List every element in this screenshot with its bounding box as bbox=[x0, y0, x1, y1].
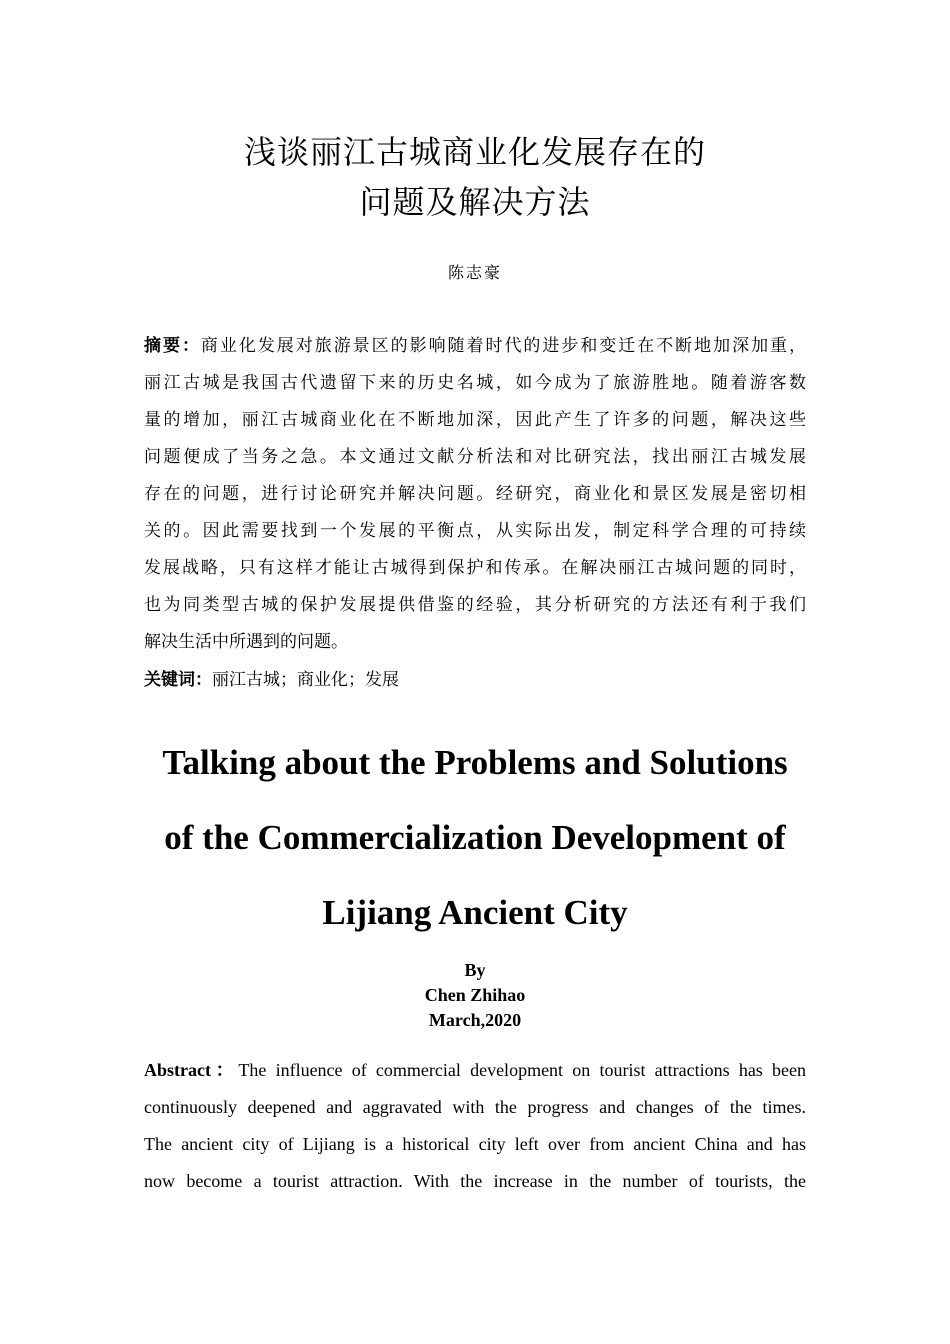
english-by-line: By bbox=[464, 960, 486, 980]
english-abstract bbox=[144, 1052, 806, 1200]
english-title-line-1: Talking about the Problems and Solutions bbox=[162, 743, 788, 782]
chinese-abstract-label: 摘要： bbox=[144, 336, 201, 356]
chinese-abstract-line: 也为同类型古城的保护发展提供借鉴的经验，其分析研究的方法还有利于我们 bbox=[144, 595, 806, 615]
chinese-abstract-line: 发展战略，只有这样才能让古城得到保护和传承。在解决丽江古城问题的同时， bbox=[144, 558, 806, 578]
chinese-abstract bbox=[144, 328, 806, 661]
english-abstract-line bbox=[144, 1052, 806, 1089]
english-abstract-line: The ancient city of Lijiang is a historical city left over from ancient China and has bbox=[144, 1134, 806, 1154]
chinese-abstract-line: 关的。因此需要找到一个发展的平衡点，从实际出发，制定科学合理的可持续 bbox=[144, 521, 806, 541]
chinese-keywords bbox=[144, 662, 399, 699]
chinese-abstract-line bbox=[144, 328, 806, 365]
english-abstract-text: The influence of commercial development on tourist attractions has been bbox=[238, 1060, 806, 1080]
english-abstract-line: continuously deepened and aggravated with the progress and changes of the times. bbox=[144, 1097, 806, 1117]
english-title-line-3: Lijiang Ancient City bbox=[322, 893, 628, 932]
english-date: March,2020 bbox=[428, 1010, 522, 1030]
chinese-abstract-line: 问题便成了当务之急。本文通过文献分析法和对比研究法，找出丽江古城发展 bbox=[144, 447, 806, 467]
chinese-title-line-2: 问题及解决方法 bbox=[359, 183, 591, 221]
chinese-abstract-line: 丽江古城是我国古代遗留下来的历史名城，如今成为了旅游胜地。随着游客数 bbox=[144, 373, 806, 393]
chinese-abstract-line: 量的增加，丽江古城商业化在不断地加深，因此产生了许多的问题，解决这些 bbox=[144, 410, 806, 430]
chinese-author: 陈志豪 bbox=[447, 263, 502, 282]
chinese-keywords-text: 丽江古城；商业化；发展 bbox=[212, 670, 399, 690]
chinese-abstract-line: 存在的问题，进行讨论研究并解决问题。经研究，商业化和景区发展是密切相 bbox=[144, 484, 806, 504]
english-abstract-label: Abstract： bbox=[144, 1060, 239, 1080]
chinese-title-line-1: 浅谈丽江古城商业化发展存在的 bbox=[243, 133, 706, 171]
english-title-line-2: of the Commercialization Development of bbox=[164, 818, 786, 857]
chinese-abstract-text: 商业化发展对旅游景区的影响随着时代的进步和变迁在不断地加深加重， bbox=[200, 336, 807, 356]
english-author: Chen Zhihao bbox=[424, 985, 526, 1005]
chinese-abstract-line: 解决生活中所遇到的问题。 bbox=[144, 632, 348, 652]
english-abstract-line: now become a tourist attraction. With the increase in the number of tourists, the bbox=[144, 1171, 806, 1191]
chinese-keywords-label: 关键词： bbox=[144, 670, 212, 690]
